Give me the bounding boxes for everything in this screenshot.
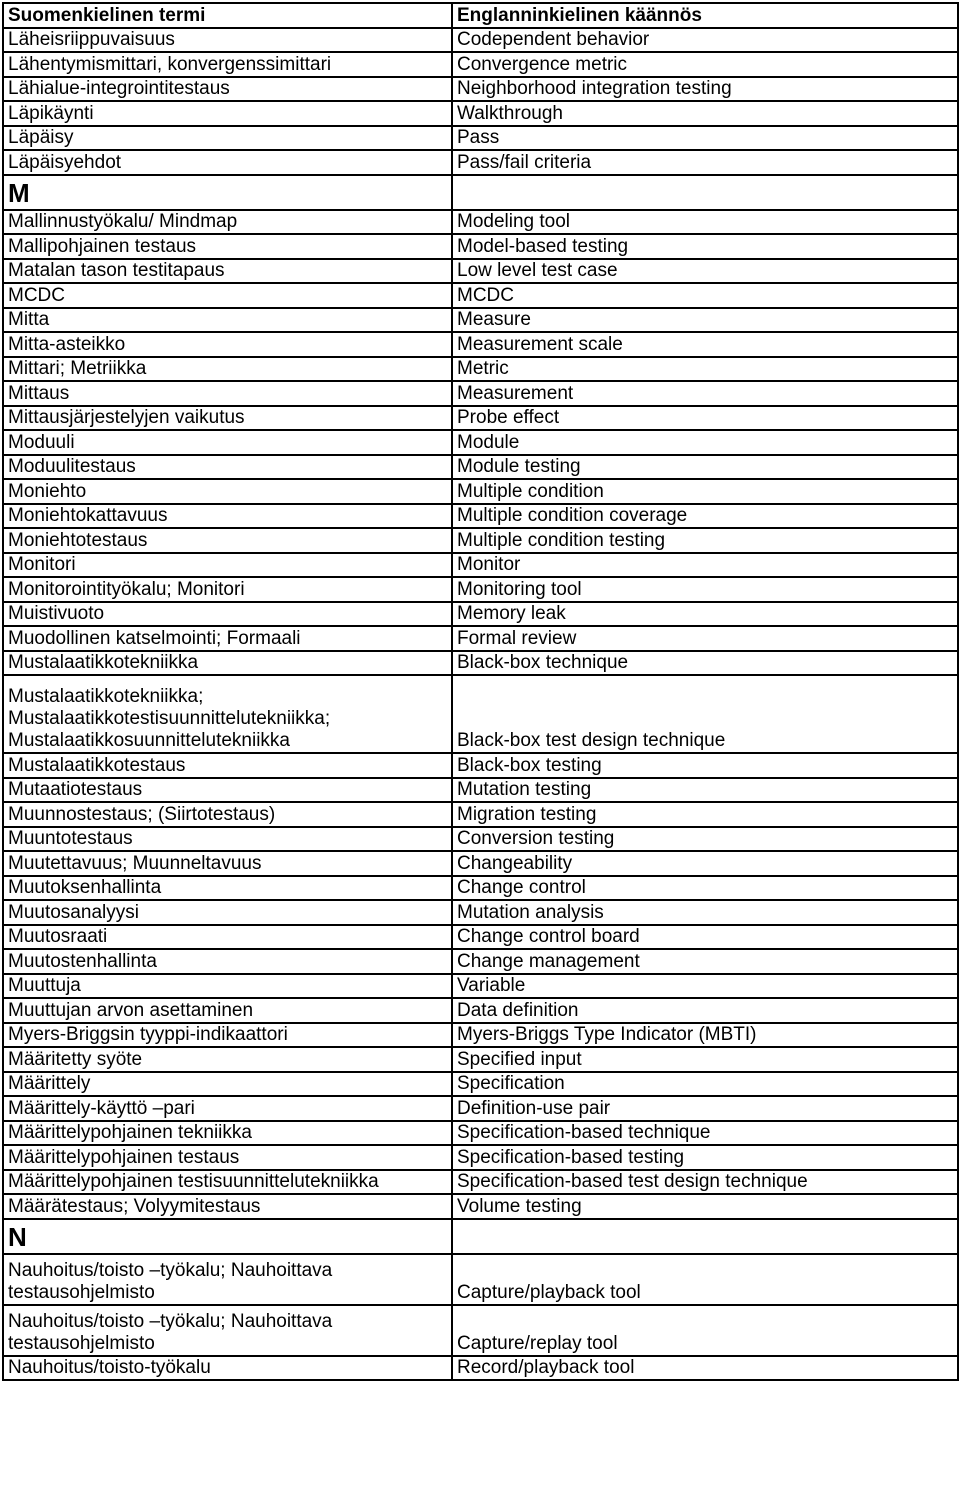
finnish-term: Määrittely [3, 1072, 452, 1097]
english-translation: Pass [452, 126, 958, 151]
glossary-table [2, 2, 959, 1381]
finnish-term: Moniehtokattavuus [3, 504, 452, 529]
finnish-term: Moduulitestaus [3, 455, 452, 480]
term-row [3, 1047, 958, 1072]
english-translation: Definition-use pair [452, 1096, 958, 1121]
english-translation: Record/playback tool [452, 1356, 958, 1381]
finnish-term: Moniehto [3, 479, 452, 504]
finnish-term: Muutosraati [3, 925, 452, 950]
english-translation: Capture/replay tool [452, 1305, 958, 1356]
english-translation: Data definition [452, 998, 958, 1023]
term-row [3, 1356, 958, 1381]
term-row [3, 998, 958, 1023]
finnish-term: Määrittelypohjainen tekniikka [3, 1121, 452, 1146]
term-row [3, 308, 958, 333]
term-row [3, 52, 958, 77]
term-row [3, 381, 958, 406]
section-letter: M [3, 175, 452, 210]
finnish-term: Muuttujan arvon asettaminen [3, 998, 452, 1023]
finnish-term: Läheisriippuvaisuus [3, 28, 452, 53]
term-row [3, 455, 958, 480]
term-row [3, 283, 958, 308]
term-row [3, 925, 958, 950]
finnish-term: Moduuli [3, 430, 452, 455]
term-row [3, 126, 958, 151]
finnish-term: Nauhoitus/toisto-työkalu [3, 1356, 452, 1381]
term-row [3, 357, 958, 382]
term-row [3, 626, 958, 651]
english-translation: Conversion testing [452, 827, 958, 852]
finnish-term: Moniehtotestaus [3, 528, 452, 553]
english-translation: Probe effect [452, 406, 958, 431]
term-row [3, 851, 958, 876]
term-row [3, 827, 958, 852]
header-row [3, 3, 958, 28]
finnish-term: Läpikäynti [3, 101, 452, 126]
term-row [3, 259, 958, 284]
english-translation: MCDC [452, 283, 958, 308]
term-row [3, 900, 958, 925]
finnish-term: Mittari; Metriikka [3, 357, 452, 382]
english-translation: Memory leak [452, 602, 958, 627]
finnish-term: Määritetty syöte [3, 1047, 452, 1072]
letter-section-row [3, 175, 958, 210]
term-row [3, 210, 958, 235]
english-translation: Black-box test design technique [452, 675, 958, 753]
finnish-term: Matalan tason testitapaus [3, 259, 452, 284]
english-translation: Change management [452, 949, 958, 974]
finnish-term: Muistivuoto [3, 602, 452, 627]
english-translation: Variable [452, 974, 958, 999]
term-row [3, 528, 958, 553]
finnish-term: Mitta-asteikko [3, 332, 452, 357]
term-row [3, 778, 958, 803]
english-translation: Specification-based test design technique [452, 1170, 958, 1195]
term-row [3, 479, 958, 504]
finnish-term: Mustalaatikkotekniikka [3, 651, 452, 676]
finnish-term: Mallipohjainen testaus [3, 234, 452, 259]
english-translation: Model-based testing [452, 234, 958, 259]
english-translation: Measurement [452, 381, 958, 406]
finnish-term: Monitori [3, 553, 452, 578]
term-row [3, 101, 958, 126]
english-translation: Measurement scale [452, 332, 958, 357]
english-translation: Metric [452, 357, 958, 382]
finnish-term: Muunnostestaus; (Siirtotestaus) [3, 802, 452, 827]
english-translation: Module testing [452, 455, 958, 480]
term-row [3, 949, 958, 974]
term-row [3, 675, 958, 753]
english-translation: Specification-based testing [452, 1145, 958, 1170]
finnish-term: Myers-Briggsin tyyppi-indikaattori [3, 1023, 452, 1048]
finnish-term: Määrätestaus; Volyymitestaus [3, 1194, 452, 1219]
english-translation: Volume testing [452, 1194, 958, 1219]
term-row [3, 602, 958, 627]
term-row [3, 577, 958, 602]
finnish-column-header: Suomenkielinen termi [3, 3, 452, 28]
term-row [3, 406, 958, 431]
term-row [3, 234, 958, 259]
term-row [3, 1096, 958, 1121]
english-translation: Modeling tool [452, 210, 958, 235]
term-row [3, 1305, 958, 1356]
english-translation: Capture/playback tool [452, 1254, 958, 1305]
finnish-term: Muutettavuus; Muunneltavuus [3, 851, 452, 876]
finnish-term: Muuntotestaus [3, 827, 452, 852]
english-translation: Module [452, 430, 958, 455]
term-row [3, 553, 958, 578]
english-translation: Change control [452, 876, 958, 901]
term-row [3, 430, 958, 455]
term-row [3, 1254, 958, 1305]
term-row [3, 332, 958, 357]
term-row [3, 1194, 958, 1219]
english-translation: Multiple condition coverage [452, 504, 958, 529]
finnish-term: Mittaus [3, 381, 452, 406]
finnish-term: Lähentymismittari, konvergenssimittari [3, 52, 452, 77]
english-translation: Low level test case [452, 259, 958, 284]
english-translation: Change control board [452, 925, 958, 950]
english-translation: Specification-based technique [452, 1121, 958, 1146]
english-translation: Multiple condition testing [452, 528, 958, 553]
english-translation: Monitor [452, 553, 958, 578]
finnish-term: Lähialue-integrointitestaus [3, 77, 452, 102]
english-translation: Pass/fail criteria [452, 150, 958, 175]
finnish-term: Määrittelypohjainen testisuunnittelutekniikka [3, 1170, 452, 1195]
finnish-term: Muutoksenhallinta [3, 876, 452, 901]
english-translation: Multiple condition [452, 479, 958, 504]
term-row [3, 150, 958, 175]
term-row [3, 1121, 958, 1146]
term-row [3, 802, 958, 827]
english-translation: Mutation analysis [452, 900, 958, 925]
finnish-term: Läpäisy [3, 126, 452, 151]
letter-section-row [3, 1219, 958, 1254]
english-translation: Changeability [452, 851, 958, 876]
english-translation: Mutation testing [452, 778, 958, 803]
finnish-term: Mittausjärjestelyjen vaikutus [3, 406, 452, 431]
finnish-term: Mustalaatikkotekniikka; Mustalaatikkotestisuunnittelutekniikka; Mustalaatikkosuunnittelutekniikka [3, 675, 452, 753]
english-translation: Neighborhood integration testing [452, 77, 958, 102]
finnish-term: Mitta [3, 308, 452, 333]
term-row [3, 651, 958, 676]
term-row [3, 1023, 958, 1048]
term-row [3, 753, 958, 778]
term-row [3, 876, 958, 901]
english-column-header: Englanninkielinen käännös [452, 3, 958, 28]
term-row [3, 1072, 958, 1097]
finnish-term: Määrittelypohjainen testaus [3, 1145, 452, 1170]
term-row [3, 77, 958, 102]
finnish-term: Nauhoitus/toisto –työkalu; Nauhoittava testausohjelmisto [3, 1254, 452, 1305]
finnish-term: Muodollinen katselmointi; Formaali [3, 626, 452, 651]
finnish-term: Muuttuja [3, 974, 452, 999]
english-translation: Myers-Briggs Type Indicator (MBTI) [452, 1023, 958, 1048]
english-translation: Walkthrough [452, 101, 958, 126]
english-translation: Black-box testing [452, 753, 958, 778]
finnish-term: Monitorointityökalu; Monitori [3, 577, 452, 602]
english-translation: Monitoring tool [452, 577, 958, 602]
english-translation: Convergence metric [452, 52, 958, 77]
finnish-term: Läpäisyehdot [3, 150, 452, 175]
finnish-term: Muutostenhallinta [3, 949, 452, 974]
english-translation: Specified input [452, 1047, 958, 1072]
finnish-term: Määrittely-käyttö –pari [3, 1096, 452, 1121]
section-letter: N [3, 1219, 452, 1254]
finnish-term: Muutosanalyysi [3, 900, 452, 925]
english-translation: Black-box technique [452, 651, 958, 676]
finnish-term: Mutaatiotestaus [3, 778, 452, 803]
english-translation: Specification [452, 1072, 958, 1097]
english-translation: Formal review [452, 626, 958, 651]
english-translation: Migration testing [452, 802, 958, 827]
term-row [3, 1145, 958, 1170]
english-translation: Codependent behavior [452, 28, 958, 53]
english-translation: Measure [452, 308, 958, 333]
section-letter-blank [452, 175, 958, 210]
term-row [3, 974, 958, 999]
glossary-body [3, 3, 958, 1380]
section-letter-blank [452, 1219, 958, 1254]
term-row [3, 504, 958, 529]
finnish-term: MCDC [3, 283, 452, 308]
finnish-term: Mallinnustyökalu/ Mindmap [3, 210, 452, 235]
term-row [3, 1170, 958, 1195]
finnish-term: Mustalaatikkotestaus [3, 753, 452, 778]
term-row [3, 28, 958, 53]
finnish-term: Nauhoitus/toisto –työkalu; Nauhoittava testausohjelmisto [3, 1305, 452, 1356]
